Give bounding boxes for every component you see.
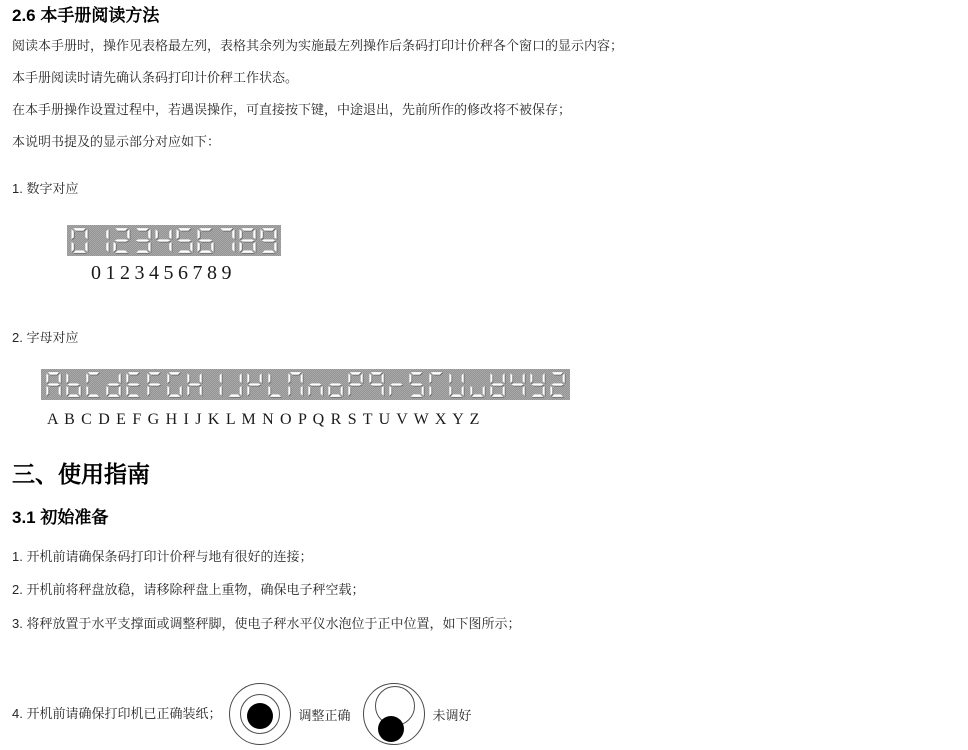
lcd-char — [70, 227, 89, 254]
section-3-1-heading: 3.1 初始准备 — [12, 508, 109, 527]
lcd-char — [267, 371, 284, 398]
lcd-char — [175, 227, 194, 254]
lcd-char — [146, 371, 163, 398]
section-2-6-heading: 2.6 本手册阅读方法 — [12, 6, 160, 25]
level-adjusted-label: 调整正确 — [298, 707, 351, 723]
lcd-digits-display — [67, 225, 281, 256]
step-1: 1. 开机前请确保条码打印计价秤与地有很好的连接； — [12, 549, 313, 564]
lcd-char — [186, 371, 203, 398]
digit-mapping-label: 1. 数字对应 — [12, 181, 79, 196]
step-4-row — [12, 682, 956, 746]
lcd-char — [428, 371, 445, 398]
lcd-char — [368, 371, 385, 398]
lcd-char — [154, 227, 173, 254]
lcd-char — [105, 371, 122, 398]
lcd-char — [388, 371, 405, 398]
lcd-char — [166, 371, 183, 398]
lcd-char — [217, 227, 236, 254]
level-not-adjusted-label: 未调好 — [432, 707, 472, 723]
lcd-char — [529, 371, 546, 398]
paragraph-misoperation: 在本手册操作设置过程中，若遇误操作，可直接按下键，中途退出，先前所作的修改将不被保存； — [12, 102, 572, 117]
lcd-char — [65, 371, 82, 398]
lcd-char — [133, 227, 152, 254]
step-2: 2. 开机前将秤盘放稳，请移除秤盘上重物，确保电子秤空载； — [12, 582, 365, 597]
lcd-char — [45, 371, 62, 398]
paragraph-display-mapping: 本说明书提及的显示部分对应如下： — [12, 134, 221, 149]
paragraph-reading-method: 阅读本手册时，操作见表格最左列，表格其余列为实施最左列操作后条码打印计价秤各个窗口的显示内容； — [12, 38, 624, 53]
lcd-digits-row — [67, 225, 956, 259]
lcd-char — [347, 371, 364, 398]
lcd-char — [206, 371, 223, 398]
lcd-char — [408, 371, 425, 398]
letter-mapping-label: 2. 字母对应 — [12, 330, 79, 345]
lcd-char — [327, 371, 344, 398]
printed-letters-text: A B C D E F G H I J K L M N O P Q R S T U V W X Y Z — [47, 411, 481, 428]
lcd-char — [448, 371, 465, 398]
lcd-char — [226, 371, 243, 398]
lcd-char — [125, 371, 142, 398]
step-4: 4. 开机前请确保打印机已正确装纸； — [12, 706, 222, 721]
step-3: 3. 将秤放置于水平支撑面或调整秤脚，使电子秤水平仪水泡位于正中位置，如下图所示； — [12, 616, 521, 631]
section-3-heading: 三、使用指南 — [12, 461, 150, 487]
lcd-char — [196, 227, 215, 254]
lcd-char — [287, 371, 304, 398]
lcd-char — [509, 371, 526, 398]
lcd-char — [85, 371, 102, 398]
level-bubble-dot — [378, 716, 404, 742]
lcd-char — [246, 371, 263, 398]
level-bubble-adjusted — [229, 683, 291, 745]
paragraph-confirm-state: 本手册阅读时请先确认条码打印计价秤工作状态。 — [12, 70, 299, 85]
lcd-char — [238, 227, 257, 254]
lcd-letters-display — [41, 369, 570, 400]
lcd-letters-row — [41, 369, 956, 403]
level-bubble-not-adjusted — [363, 683, 425, 745]
lcd-char — [307, 371, 324, 398]
printed-digits-text: 0123456789 — [91, 262, 236, 284]
lcd-char — [489, 371, 506, 398]
lcd-char — [259, 227, 278, 254]
lcd-char — [112, 227, 131, 254]
lcd-char — [91, 227, 110, 254]
lcd-char — [549, 371, 566, 398]
lcd-char — [469, 371, 486, 398]
